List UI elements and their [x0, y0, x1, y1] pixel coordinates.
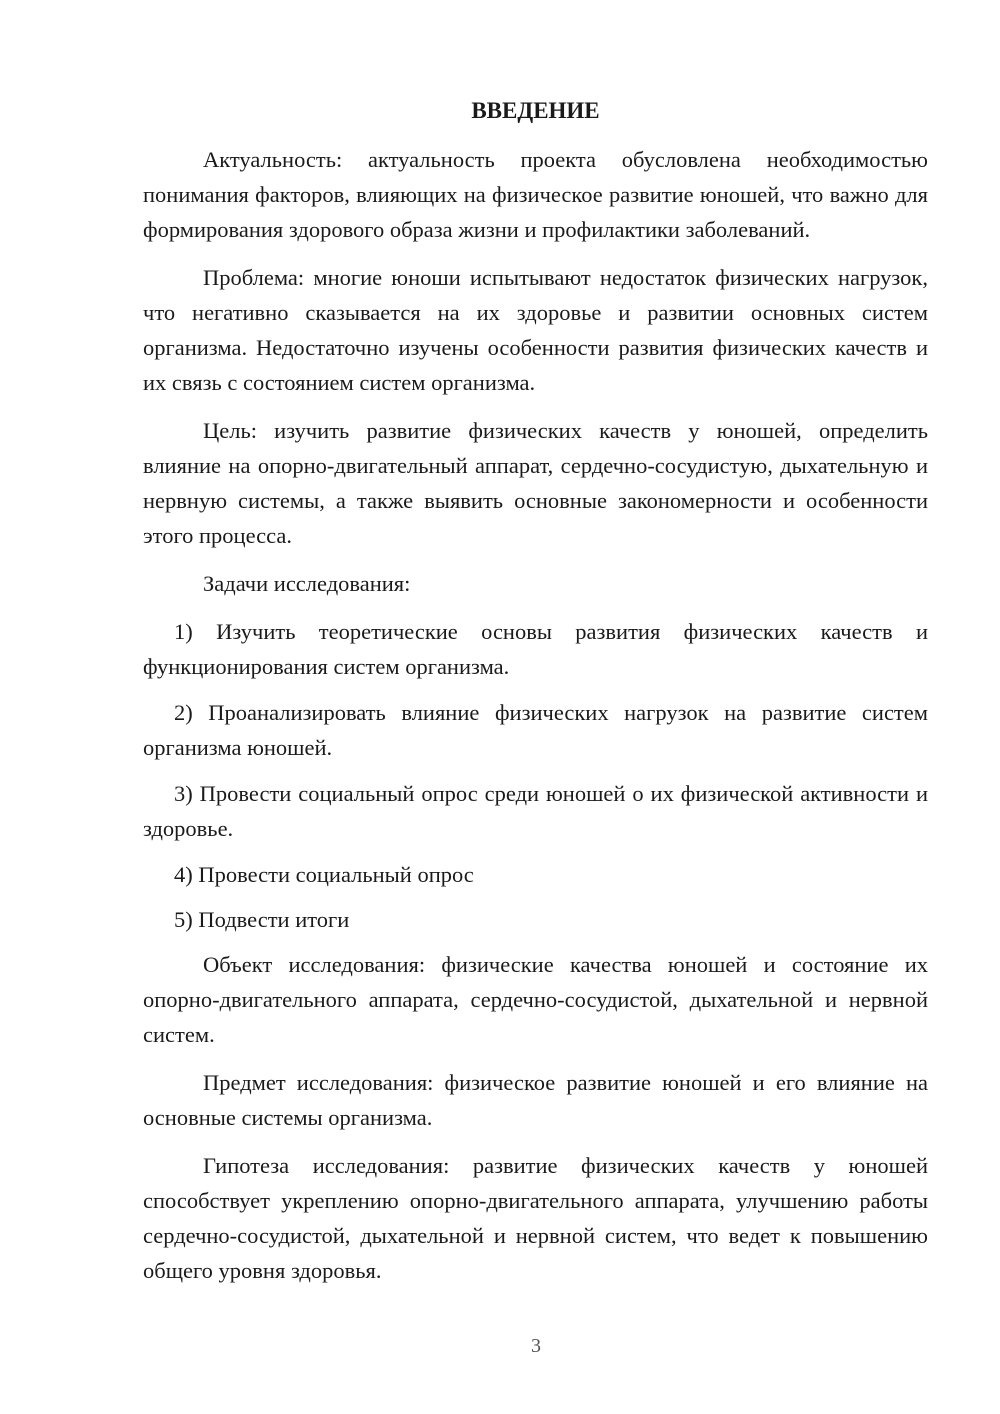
problem-paragraph: Проблема: многие юноши испытывают недостаток физических нагрузок, что негативно сказывается на их здоровье и развитии основных систем организма. Недостаточно изучены особенности развития физических качеств и их связь с состоянием систем организма. — [143, 265, 928, 395]
hypothesis-paragraph: Гипотеза исследования: развитие физических качеств у юношей способствует укреплению опорно-двигательного аппарата, улучшению работы сердечно-сосудистой, дыхательной и нервной систем, что ведет к повышению общего уровня здоровья. — [143, 1153, 928, 1283]
task-item-2: 2) Проанализировать влияние физических нагрузок на развитие систем организма юношей. — [143, 700, 928, 760]
tasks-heading: Задачи исследования: — [203, 571, 411, 596]
page-number: 3 — [531, 1335, 541, 1357]
task-item-1: 1) Изучить теоретические основы развития физических качеств и функционирования систем организма. — [143, 619, 928, 679]
subject-paragraph: Предмет исследования: физическое развитие юношей и его влияние на основные системы организма. — [143, 1070, 928, 1130]
task-item-5: 5) Подвести итоги — [174, 907, 350, 932]
page-title: ВВЕДЕНИЕ — [471, 98, 600, 123]
task-item-3: 3) Провести социальный опрос среди юношей о их физической активности и здоровье. — [143, 781, 928, 841]
page-content — [143, 96, 928, 1301]
relevance-paragraph: Актуальность: актуальность проекта обусловлена необходимостью понимания факторов, влияющих на физическое развитие юношей, что важно для формирования здорового образа жизни и профилактики заболеваний. — [143, 147, 928, 242]
task-item-4: 4) Провести социальный опрос — [174, 862, 474, 887]
object-paragraph: Объект исследования: физические качества юношей и состояние их опорно-двигательного аппарата, сердечно-сосудистой, дыхательной и нервной систем. — [143, 952, 928, 1047]
goal-paragraph: Цель: изучить развитие физических качеств у юношей, определить влияние на опорно-двигательный аппарат, сердечно-сосудистую, дыхательную и нервную системы, а также выявить основные закономерности и особенности этого процесса. — [143, 418, 928, 548]
